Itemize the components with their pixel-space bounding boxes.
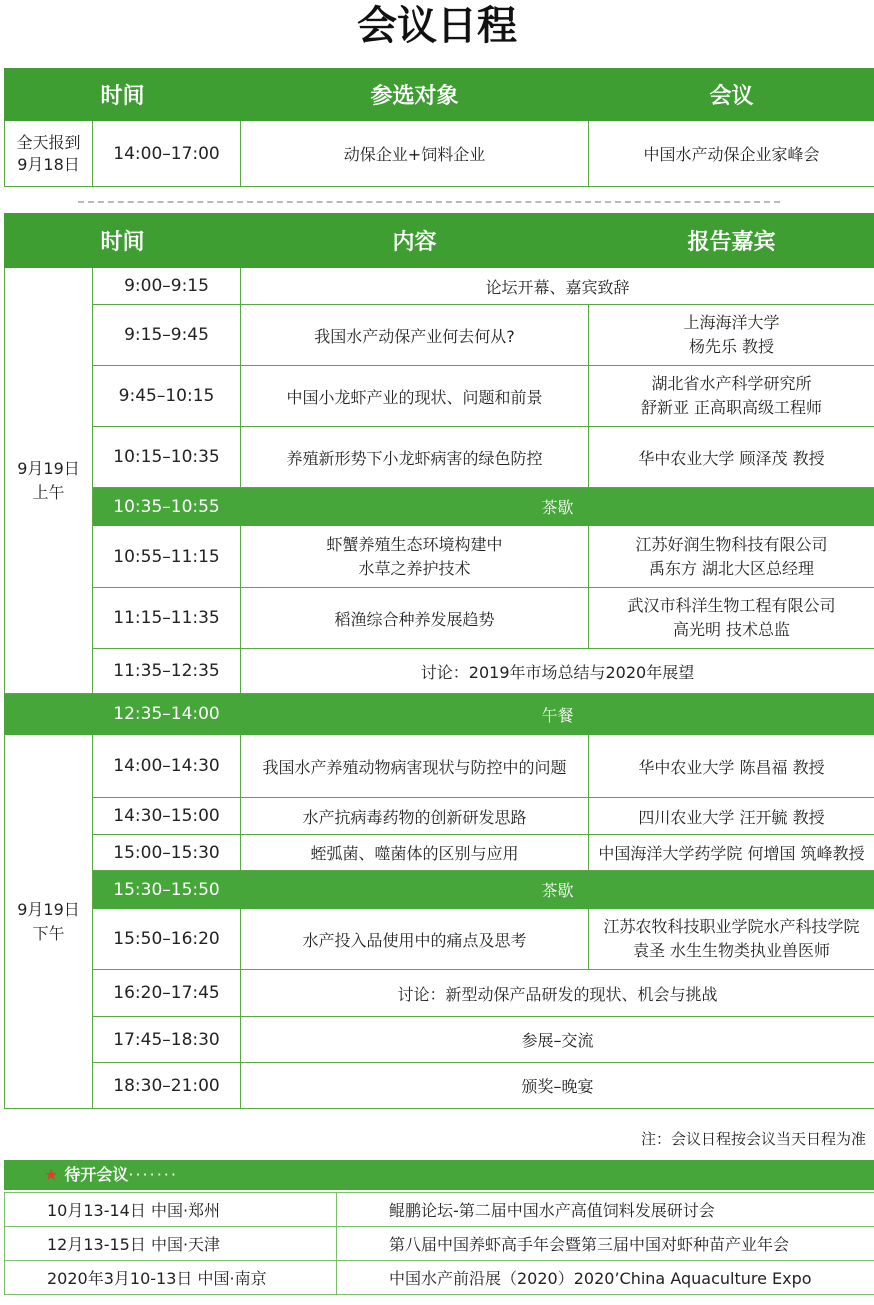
row-content: 茶歇 bbox=[241, 871, 874, 909]
schedule-header-time: 时间 bbox=[5, 214, 241, 268]
schedule-row bbox=[5, 909, 874, 970]
row-content: 茶歇 bbox=[241, 488, 874, 526]
row-time: 15:00–15:30 bbox=[93, 835, 241, 871]
row-time: 14:00–14:30 bbox=[93, 735, 241, 798]
row-content: 蛭弧菌、噬菌体的区别与应用 bbox=[241, 835, 589, 871]
row-speaker: 江苏农牧科技职业学院水产科技学院 袁圣 水生生物类执业兽医师 bbox=[589, 909, 874, 970]
upcoming-when: 2020年3月10-13日 中国·南京 bbox=[5, 1261, 337, 1295]
row-content: 讨论：2019年市场总结与2020年展望 bbox=[241, 649, 874, 694]
row-speaker: 武汉市科洋生物工程有限公司 高光明 技术总监 bbox=[589, 588, 874, 649]
pre-meeting-table bbox=[4, 68, 874, 187]
schedule-table bbox=[4, 213, 874, 1109]
row-speaker: 江苏好润生物科技有限公司 禹东方 湖北大区总经理 bbox=[589, 526, 874, 588]
page-title: 会议日程 bbox=[357, 3, 517, 49]
upcoming-header bbox=[4, 1160, 874, 1190]
schedule-header-content: 内容 bbox=[241, 214, 589, 268]
break-row bbox=[5, 488, 874, 526]
row-time: 11:35–12:35 bbox=[93, 649, 241, 694]
row-time: 18:30–21:00 bbox=[93, 1063, 241, 1109]
upcoming-table bbox=[4, 1192, 874, 1295]
schedule-header-speaker: 报告嘉宾 bbox=[589, 214, 874, 268]
schedule-row bbox=[5, 366, 874, 427]
schedule-row bbox=[5, 798, 874, 835]
row-speaker: 四川农业大学 汪开毓 教授 bbox=[589, 798, 874, 835]
break-row bbox=[5, 871, 874, 909]
row-content: 中国小龙虾产业的现状、问题和前景 bbox=[241, 366, 589, 427]
section-divider bbox=[78, 201, 780, 203]
schedule-row bbox=[5, 1063, 874, 1109]
lunch-date-spacer bbox=[5, 694, 93, 735]
row-time: 11:15–11:35 bbox=[93, 588, 241, 649]
row-content: 论坛开幕、嘉宾致辞 bbox=[241, 268, 874, 305]
upcoming-row bbox=[5, 1227, 874, 1261]
upcoming-name: 第八届中国养虾高手年会暨第三届中国对虾种苗产业年会 bbox=[337, 1227, 874, 1261]
pre-header-time: 时间 bbox=[5, 69, 241, 121]
upcoming-row bbox=[5, 1193, 874, 1227]
pre-target-cell: 动保企业+饲料企业 bbox=[241, 121, 589, 187]
schedule-row bbox=[5, 427, 874, 488]
row-content: 水产投入品使用中的痛点及思考 bbox=[241, 909, 589, 970]
row-content: 颁奖–晚宴 bbox=[241, 1063, 874, 1109]
schedule-row bbox=[5, 649, 874, 694]
upcoming-title: 待开会议 bbox=[64, 1165, 129, 1184]
row-time: 15:50–16:20 bbox=[93, 909, 241, 970]
schedule-row bbox=[5, 526, 874, 588]
pre-meeting-row bbox=[5, 121, 874, 187]
row-time: 9:15–9:45 bbox=[93, 305, 241, 366]
schedule-row bbox=[5, 305, 874, 366]
upcoming-name: 鲲鹏论坛-第二届中国水产高值饲料发展研讨会 bbox=[337, 1193, 874, 1227]
row-speaker: 中国海洋大学药学院 何增国 筑峰教授 bbox=[589, 835, 874, 871]
schedule-row bbox=[5, 735, 874, 798]
row-content: 参展–交流 bbox=[241, 1017, 874, 1063]
row-speaker: 上海海洋大学 杨先乐 教授 bbox=[589, 305, 874, 366]
pre-meeting-cell: 中国水产动保企业家峰会 bbox=[589, 121, 874, 187]
pre-header-target: 参选对象 bbox=[241, 69, 589, 121]
star-icon: ★ bbox=[44, 1165, 59, 1184]
row-time: 10:15–10:35 bbox=[93, 427, 241, 488]
upcoming-dots: ······· bbox=[128, 1165, 178, 1184]
row-content: 我国水产动保产业何去何从? bbox=[241, 305, 589, 366]
lunch-row bbox=[5, 694, 874, 735]
pre-date-cell: 全天报到 9月18日 bbox=[5, 121, 93, 187]
upcoming-row bbox=[5, 1261, 874, 1295]
upcoming-when: 12月13-15日 中国·天津 bbox=[5, 1227, 337, 1261]
row-time: 12:35–14:00 bbox=[93, 694, 241, 735]
row-time: 17:45–18:30 bbox=[93, 1017, 241, 1063]
row-time: 14:30–15:00 bbox=[93, 798, 241, 835]
row-speaker: 湖北省水产科学研究所 舒新亚 正高职高级工程师 bbox=[589, 366, 874, 427]
upcoming-when: 10月13-14日 中国·郑州 bbox=[5, 1193, 337, 1227]
pre-meeting-header-row bbox=[5, 69, 874, 121]
schedule-row bbox=[5, 1017, 874, 1063]
row-time: 15:30–15:50 bbox=[93, 871, 241, 909]
row-content: 水产抗病毒药物的创新研发思路 bbox=[241, 798, 589, 835]
schedule-row bbox=[5, 835, 874, 871]
schedule-note: 注：会议日程按会议当天日程为准 bbox=[640, 1130, 866, 1148]
row-content: 我国水产养殖动物病害现状与防控中的问题 bbox=[241, 735, 589, 798]
row-time: 10:35–10:55 bbox=[93, 488, 241, 526]
row-speaker: 华中农业大学 顾泽茂 教授 bbox=[589, 427, 874, 488]
schedule-header-row bbox=[5, 214, 874, 268]
row-content: 养殖新形势下小龙虾病害的绿色防控 bbox=[241, 427, 589, 488]
row-time: 9:45–10:15 bbox=[93, 366, 241, 427]
schedule-row bbox=[5, 268, 874, 305]
row-time: 9:00–9:15 bbox=[93, 268, 241, 305]
pre-header-meeting: 会议 bbox=[589, 69, 874, 121]
morning-date-cell: 9月19日 上午 bbox=[5, 268, 93, 694]
pre-time-cell: 14:00–17:00 bbox=[93, 121, 241, 187]
schedule-row bbox=[5, 588, 874, 649]
row-content: 讨论：新型动保产品研发的现状、机会与挑战 bbox=[241, 970, 874, 1017]
row-time: 16:20–17:45 bbox=[93, 970, 241, 1017]
row-content: 稻渔综合种养发展趋势 bbox=[241, 588, 589, 649]
row-time: 10:55–11:15 bbox=[93, 526, 241, 588]
afternoon-date-cell: 9月19日 下午 bbox=[5, 735, 93, 1109]
row-content: 虾蟹养殖生态环境构建中 水草之养护技术 bbox=[241, 526, 589, 588]
upcoming-name: 中国水产前沿展（2020）2020’China Aquaculture Expo bbox=[337, 1261, 874, 1295]
row-content: 午餐 bbox=[241, 694, 874, 735]
schedule-row bbox=[5, 970, 874, 1017]
row-speaker: 华中农业大学 陈昌福 教授 bbox=[589, 735, 874, 798]
